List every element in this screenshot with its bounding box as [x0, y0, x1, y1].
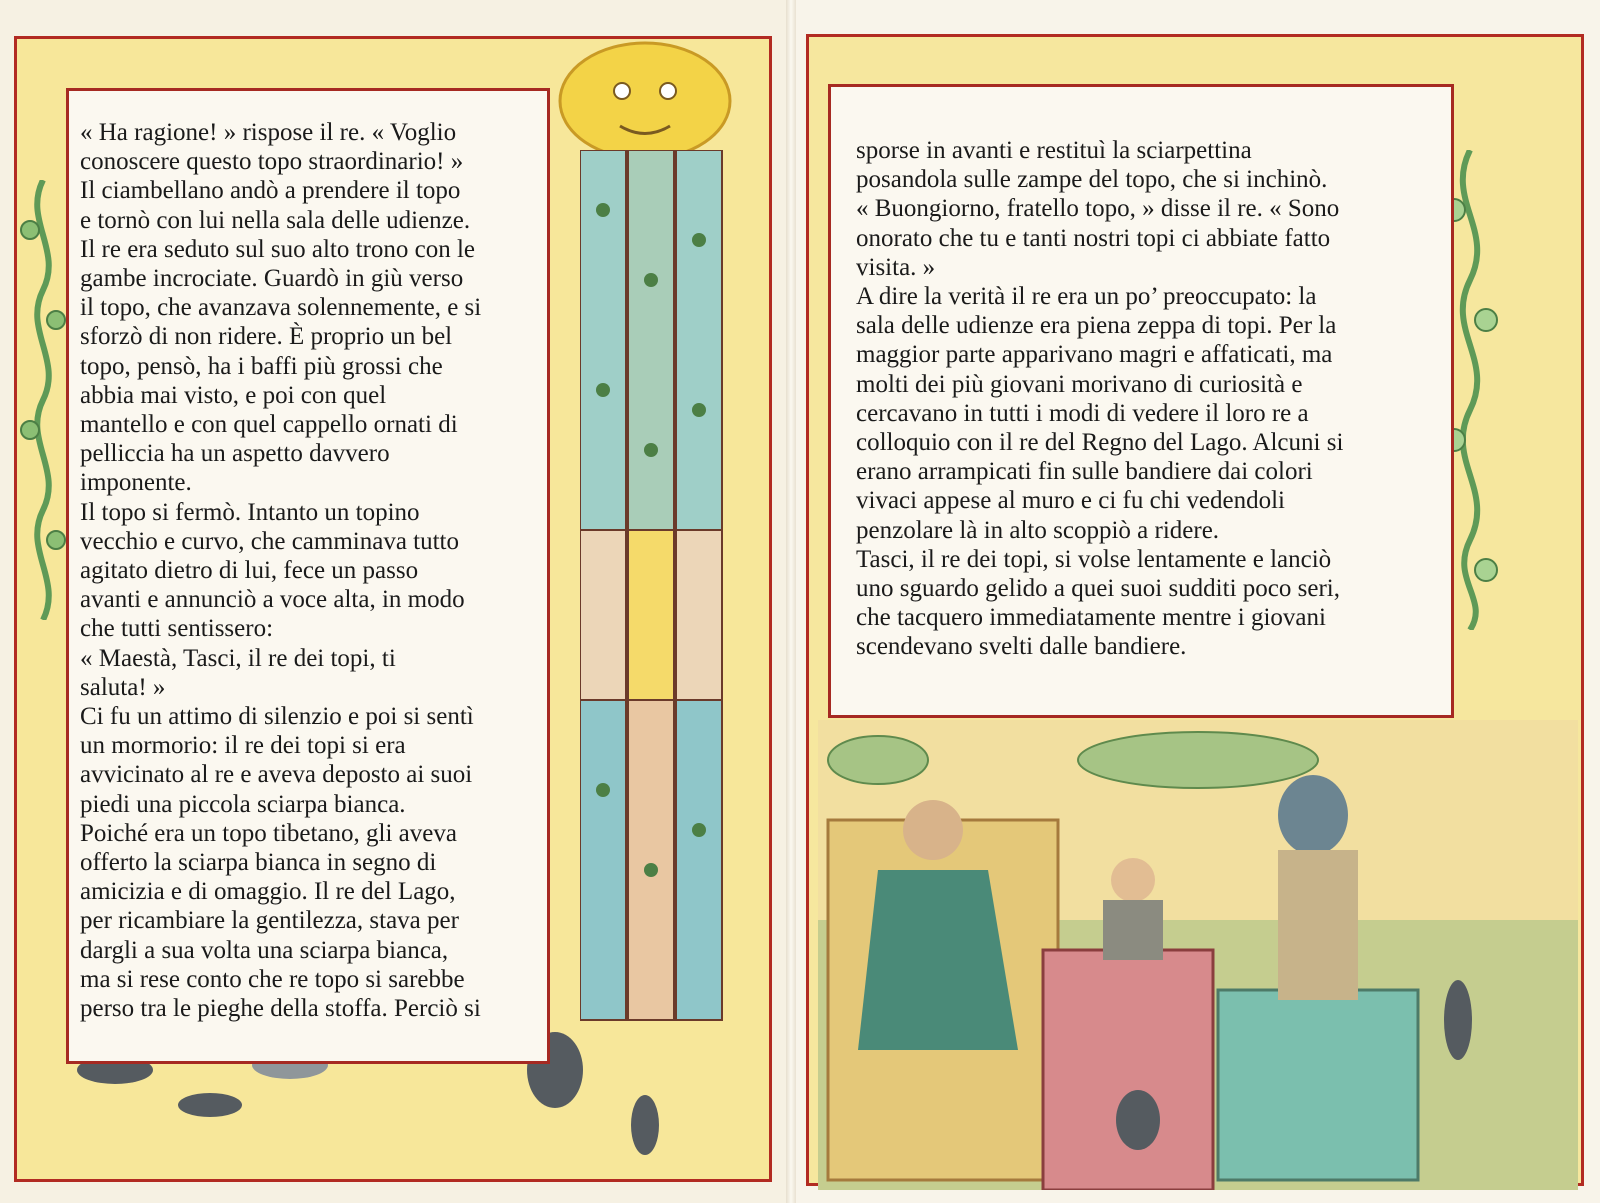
throne-room-illustration — [818, 720, 1578, 1190]
hanging-banners — [580, 150, 730, 1130]
left-vine-ornament — [18, 180, 68, 620]
sun-face-ornament — [550, 36, 740, 166]
left-page-text: « Ha ragione! » rispose il re. « Voglio conoscere questo topo straordinario! » Il ciambellano andò a prendere il topo e tornò con lui nella sala delle udienze. Il re era seduto sul suo alto trono con le gambe incrociate. Guardò in giù verso il topo, che avanzava solennemente, e si sforzò di non ridere. È proprio un bel topo, pensò, ha i baffi più grossi che abbia mai visto, e poi con quel mantello e con quel cappello ornati di pelliccia ha un aspetto davvero imponente. Il topo si fermò. Intanto un topino vecchio e curvo, che camminava tutto agitato dietro di lui, fece un passo avanti e annunciò a voce alta, in modo che tutti sentissero: « Maestà, Tasci, il re dei topi, ti saluta! » Ci fu un attimo di silenzio e poi si sentì un mormorio: il re dei topi si era avvicinato al re e aveva deposto ai suoi piedi una piccola sciarpa bianca. Poiché era un topo tibetano, gli aveva offerto la sciarpa bianca in segno di amicizia e di omaggio. Il re del Lago, per ricambiare la gentilezza, stava per dargli a sua volta una sciarpa bianca, ma si rese conto che re topo si sarebbe perso tra le pieghe della stoffa. Perciò si — [80, 119, 482, 1023]
book-gutter — [786, 0, 796, 1203]
right-page-text: sporse in avanti e restituì la sciarpettina posandola sulle zampe del topo, che si inchinò. « Buongiorno, fratello topo, » disse il re. « Sono onorato che tu e tanti nostri topi ci abbiate fatto visita. » A dire la verità il re era un po’ preoccupato: la sala delle udienze era piena zeppa di topi. Per la maggior parte apparivano magri e affaticati, ma molti dei più giovani morivano di curiosità e cercavano in tutti i modi di vedere il loro re a colloquio con il re del Regno del Lago. Alcuni si erano arrampicati fin sulle bandiere dai colori vivaci appese al muro e ci fu chi vedendoli penzolare là in alto scoppiò a ridere. Tasci, il re dei topi, si volse lentamente e lanciò uno sguardo gelido a quei suoi sudditi poco seri, che tacquero immediatamente mentre i giovani scendevano svelti dalle bandiere. — [856, 137, 1344, 661]
